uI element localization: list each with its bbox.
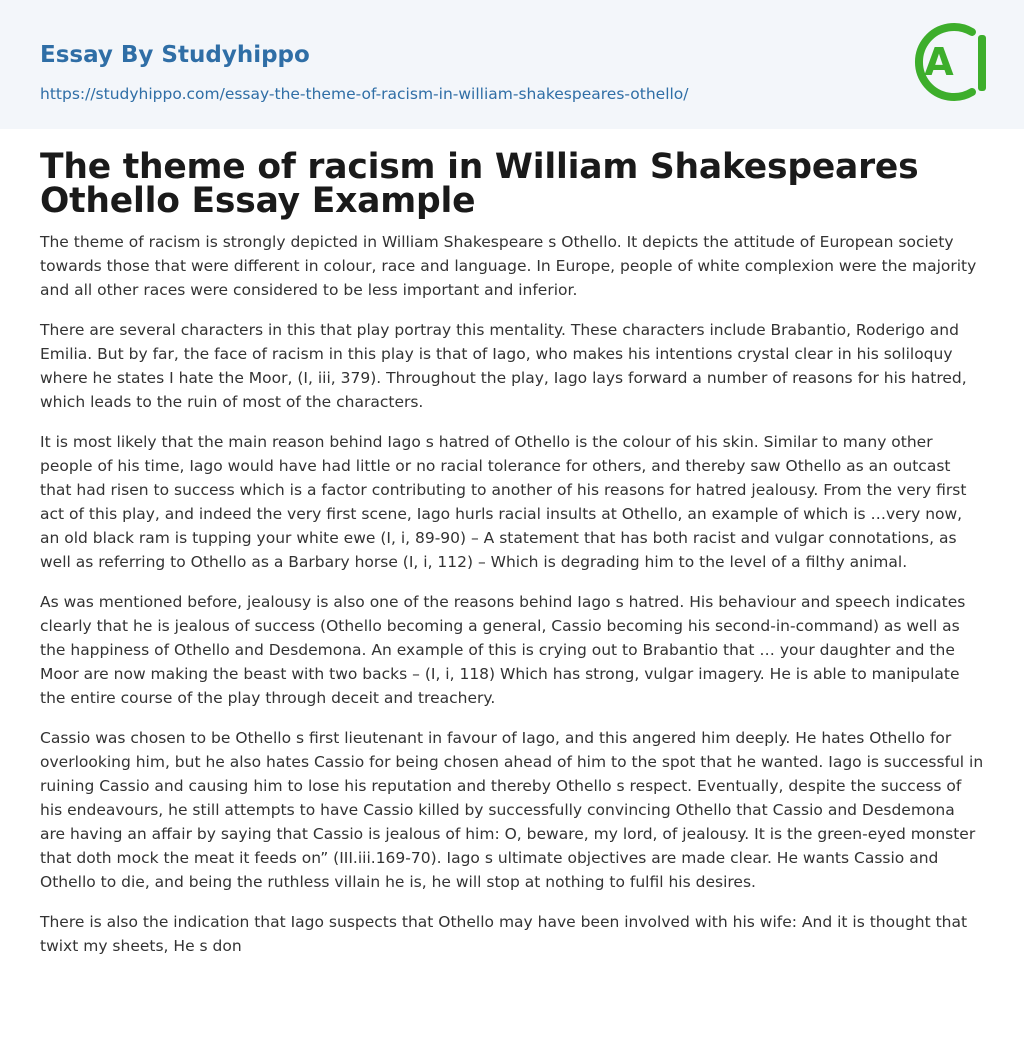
- paragraph: There is also the indication that Iago suspects that Othello may have been involved with his wife: And it is thought that twixt my sheets, He s don: [40, 913, 968, 955]
- studyhippo-logo-icon[interactable]: [912, 19, 986, 105]
- paragraph: As was mentioned before, jealousy is also one of the reasons behind Iago s hatred. His behaviour and speech indicates clearly that he is jealous of success (Othello becoming a general, Cassio becoming his second-in-command) as well as the happiness of Othello and Desdemona. An example of this is crying out to Brabantio that … your daughter and the Moor are now making the beast with two backs – (I, i, 118) Which has strong, vulgar imagery. He is able to manipulate the entire course of the play through deceit and treachery.: [40, 593, 966, 707]
- brand-title[interactable]: Essay By Studyhippo: [40, 42, 310, 68]
- essay-body: [40, 230, 984, 974]
- logo-letter: A: [924, 40, 954, 84]
- paragraph: It is most likely that the main reason behind Iago s hatred of Othello is the colour of his skin. Similar to many other people of his time, Iago would have had little or no racial tolerance for others, and thereby saw Othello as an outcast that had risen to success which is a factor contributing to another of his reasons for hatred jealousy. From the very first act of this play, and indeed the very first scene, Iago hurls racial insults at Othello, an example of which is …very now, an old black ram is tupping your white ewe (I, i, 89-90) – A statement that has both racist and vulgar connotations, as well as referring to Othello as a Barbary horse (I, i, 112) – Which is degrading him to the level of a filthy animal.: [40, 433, 967, 571]
- paragraph: Cassio was chosen to be Othello s first lieutenant in favour of Iago, and this angered him deeply. He hates Othello for overlooking him, but he also hates Cassio for being chosen ahead of him to the spot that he wanted. Iago is successful in ruining Cassio and causing him to lose his reputation and thereby Othello s respect. Eventually, despite the success of his endeavours, he still attempts to have Cassio killed by successfully convincing Othello that Cassio and Desdemona are having an affair by saying that Cassio is jealous of him: O, beware, my lord, of jealousy. It is the green-eyed monster that doth mock the meat it feeds on” (III.iii.169-70). Iago s ultimate objectives are made clear. He wants Cassio and Othello to die, and being the ruthless villain he is, he will stop at nothing to fulfil his desires.: [40, 729, 984, 891]
- essay-title: The theme of racism in William Shakespeares Othello Essay Example: [40, 147, 919, 221]
- logo-bar: [978, 35, 986, 91]
- paragraph: The theme of racism is strongly depicted in William Shakespeare s Othello. It depicts the attitude of European society towards those that were different in colour, race and language. In Europe, people of white complexion were the majority and all other races were considered to be less important and inferior.: [40, 233, 977, 299]
- site-header: [0, 0, 1024, 129]
- source-url-link[interactable]: https://studyhippo.com/essay-the-theme-of-racism-in-william-shakespeares-othello/: [40, 85, 689, 103]
- paragraph: There are several characters in this that play portray this mentality. These characters include Brabantio, Roderigo and Emilia. But by far, the face of racism in this play is that of Iago, who makes his intentions crystal clear in his soliloquy where he states I hate the Moor, (I, iii, 379). Throughout the play, Iago lays forward a number of reasons for his hatred, which leads to the ruin of most of the characters.: [40, 321, 967, 411]
